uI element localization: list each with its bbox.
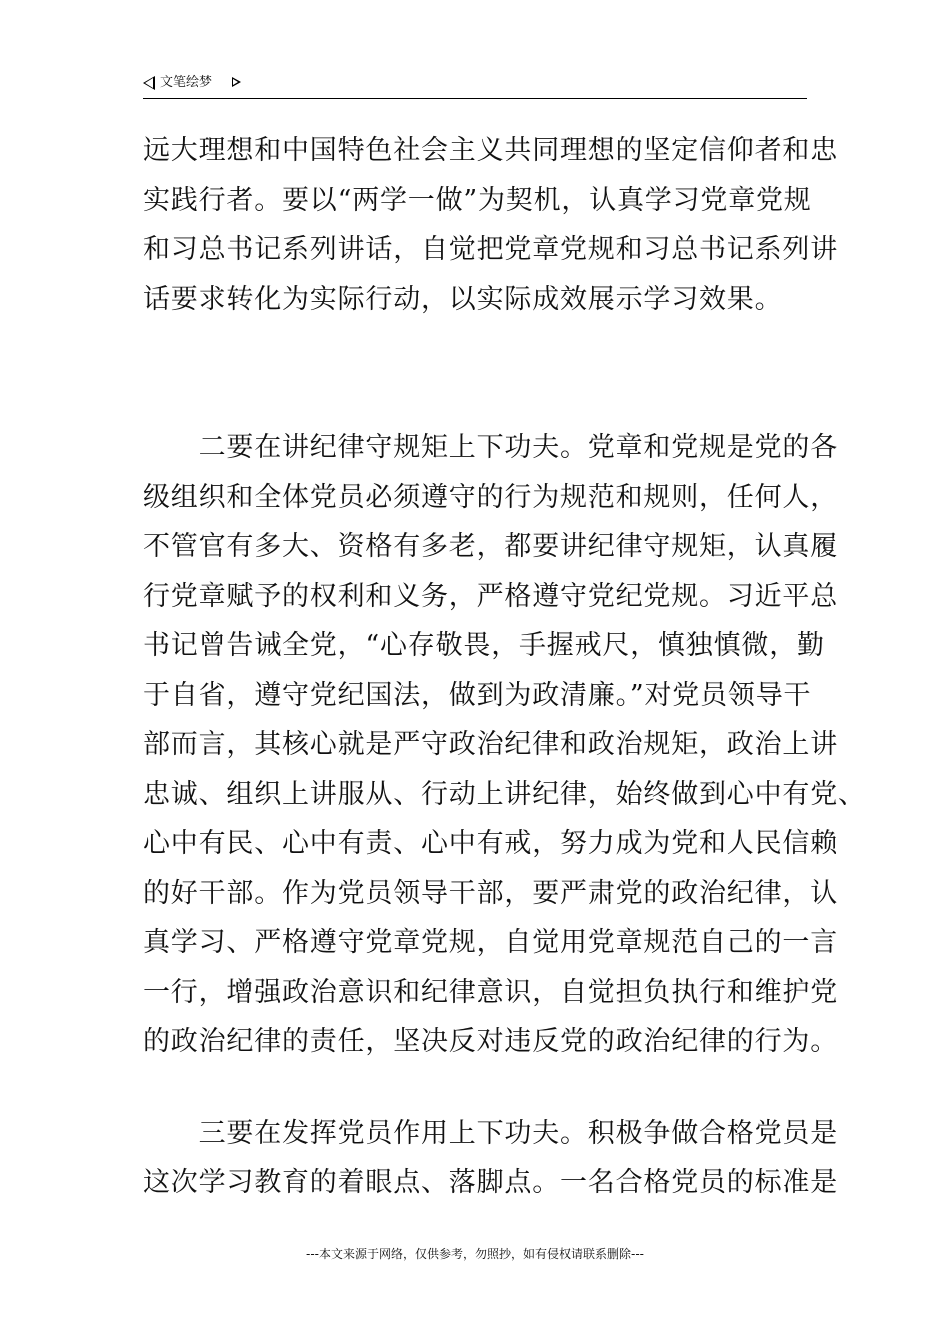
- text-line: 心中有民、心中有责、心中有戒，努力成为党和人民信赖: [143, 828, 838, 859]
- text-line: 级组织和全体党员必须遵守的行为规范和规则，任何人，: [143, 481, 838, 513]
- text-line: 真学习、严格遵守党章党规，自觉用党章规范自己的一言: [143, 927, 838, 958]
- text-line: 的政治纪律的责任，坚决反对违反党的政治纪律的行为。: [143, 1026, 838, 1057]
- text-line: 书记曾告诫全党，“心存敬畏，手握戒尺，慎独慎微，勤: [143, 630, 825, 661]
- header-title: 文笔绘梦: [160, 75, 213, 90]
- paragraph-spacer: [143, 1067, 823, 1109]
- text-line: 行党章赋予的权利和义务，严格遵守党纪党规。习近平总: [143, 580, 838, 612]
- paragraph-2: [143, 423, 866, 1067]
- paragraph-1: [143, 126, 838, 324]
- text-line: 三要在发挥党员作用上下功夫。积极争做合格党员是: [143, 1117, 838, 1149]
- text-line: 远大理想和中国特色社会主义共同理想的坚定信仰者和忠: [143, 135, 838, 166]
- page-header: [143, 74, 807, 99]
- text-line: 一行，增强政治意识和纪律意识，自觉担负执行和维护党: [143, 976, 838, 1008]
- text-line: 实践行者。要以“两学一做”为契机，认真学习党章党规: [143, 184, 812, 216]
- text-line: 二要在讲纪律守规矩上下功夫。党章和党规是党的各: [143, 432, 838, 463]
- triangle-left-icon: [143, 76, 155, 90]
- text-line: 和习总书记系列讲话，自觉把党章党规和习总书记系列讲: [143, 234, 838, 265]
- page-footer-disclaimer: ---本文来源于网络，仅供参考，勿照抄，如有侵权请联系删除---: [306, 1247, 644, 1261]
- text-line: 于自省，遵守党纪国法，做到为政清廉。”对党员领导干: [143, 679, 812, 711]
- text-line: 部而言，其核心就是严守政治纪律和政治规矩，政治上讲: [143, 729, 838, 760]
- text-line: 忠诚、组织上讲服从、行动上讲纪律，始终做到心中有党、: [143, 778, 866, 810]
- triangle-right-icon: [232, 77, 241, 87]
- text-line: 话要求转化为实际行动，以实际成效展示学习效果。: [143, 283, 783, 315]
- text-line: 这次学习教育的着眼点、落脚点。一名合格党员的标准是: [143, 1167, 838, 1198]
- paragraph-spacer: [143, 324, 823, 423]
- text-line: 的好干部。作为党员领导干部，要严肃党的政治纪律，认: [143, 877, 838, 909]
- document-body: [143, 126, 866, 1208]
- text-line: 不管官有多大、资格有多老，都要讲纪律守规矩，认真履: [143, 531, 838, 562]
- paragraph-3: [143, 1109, 838, 1208]
